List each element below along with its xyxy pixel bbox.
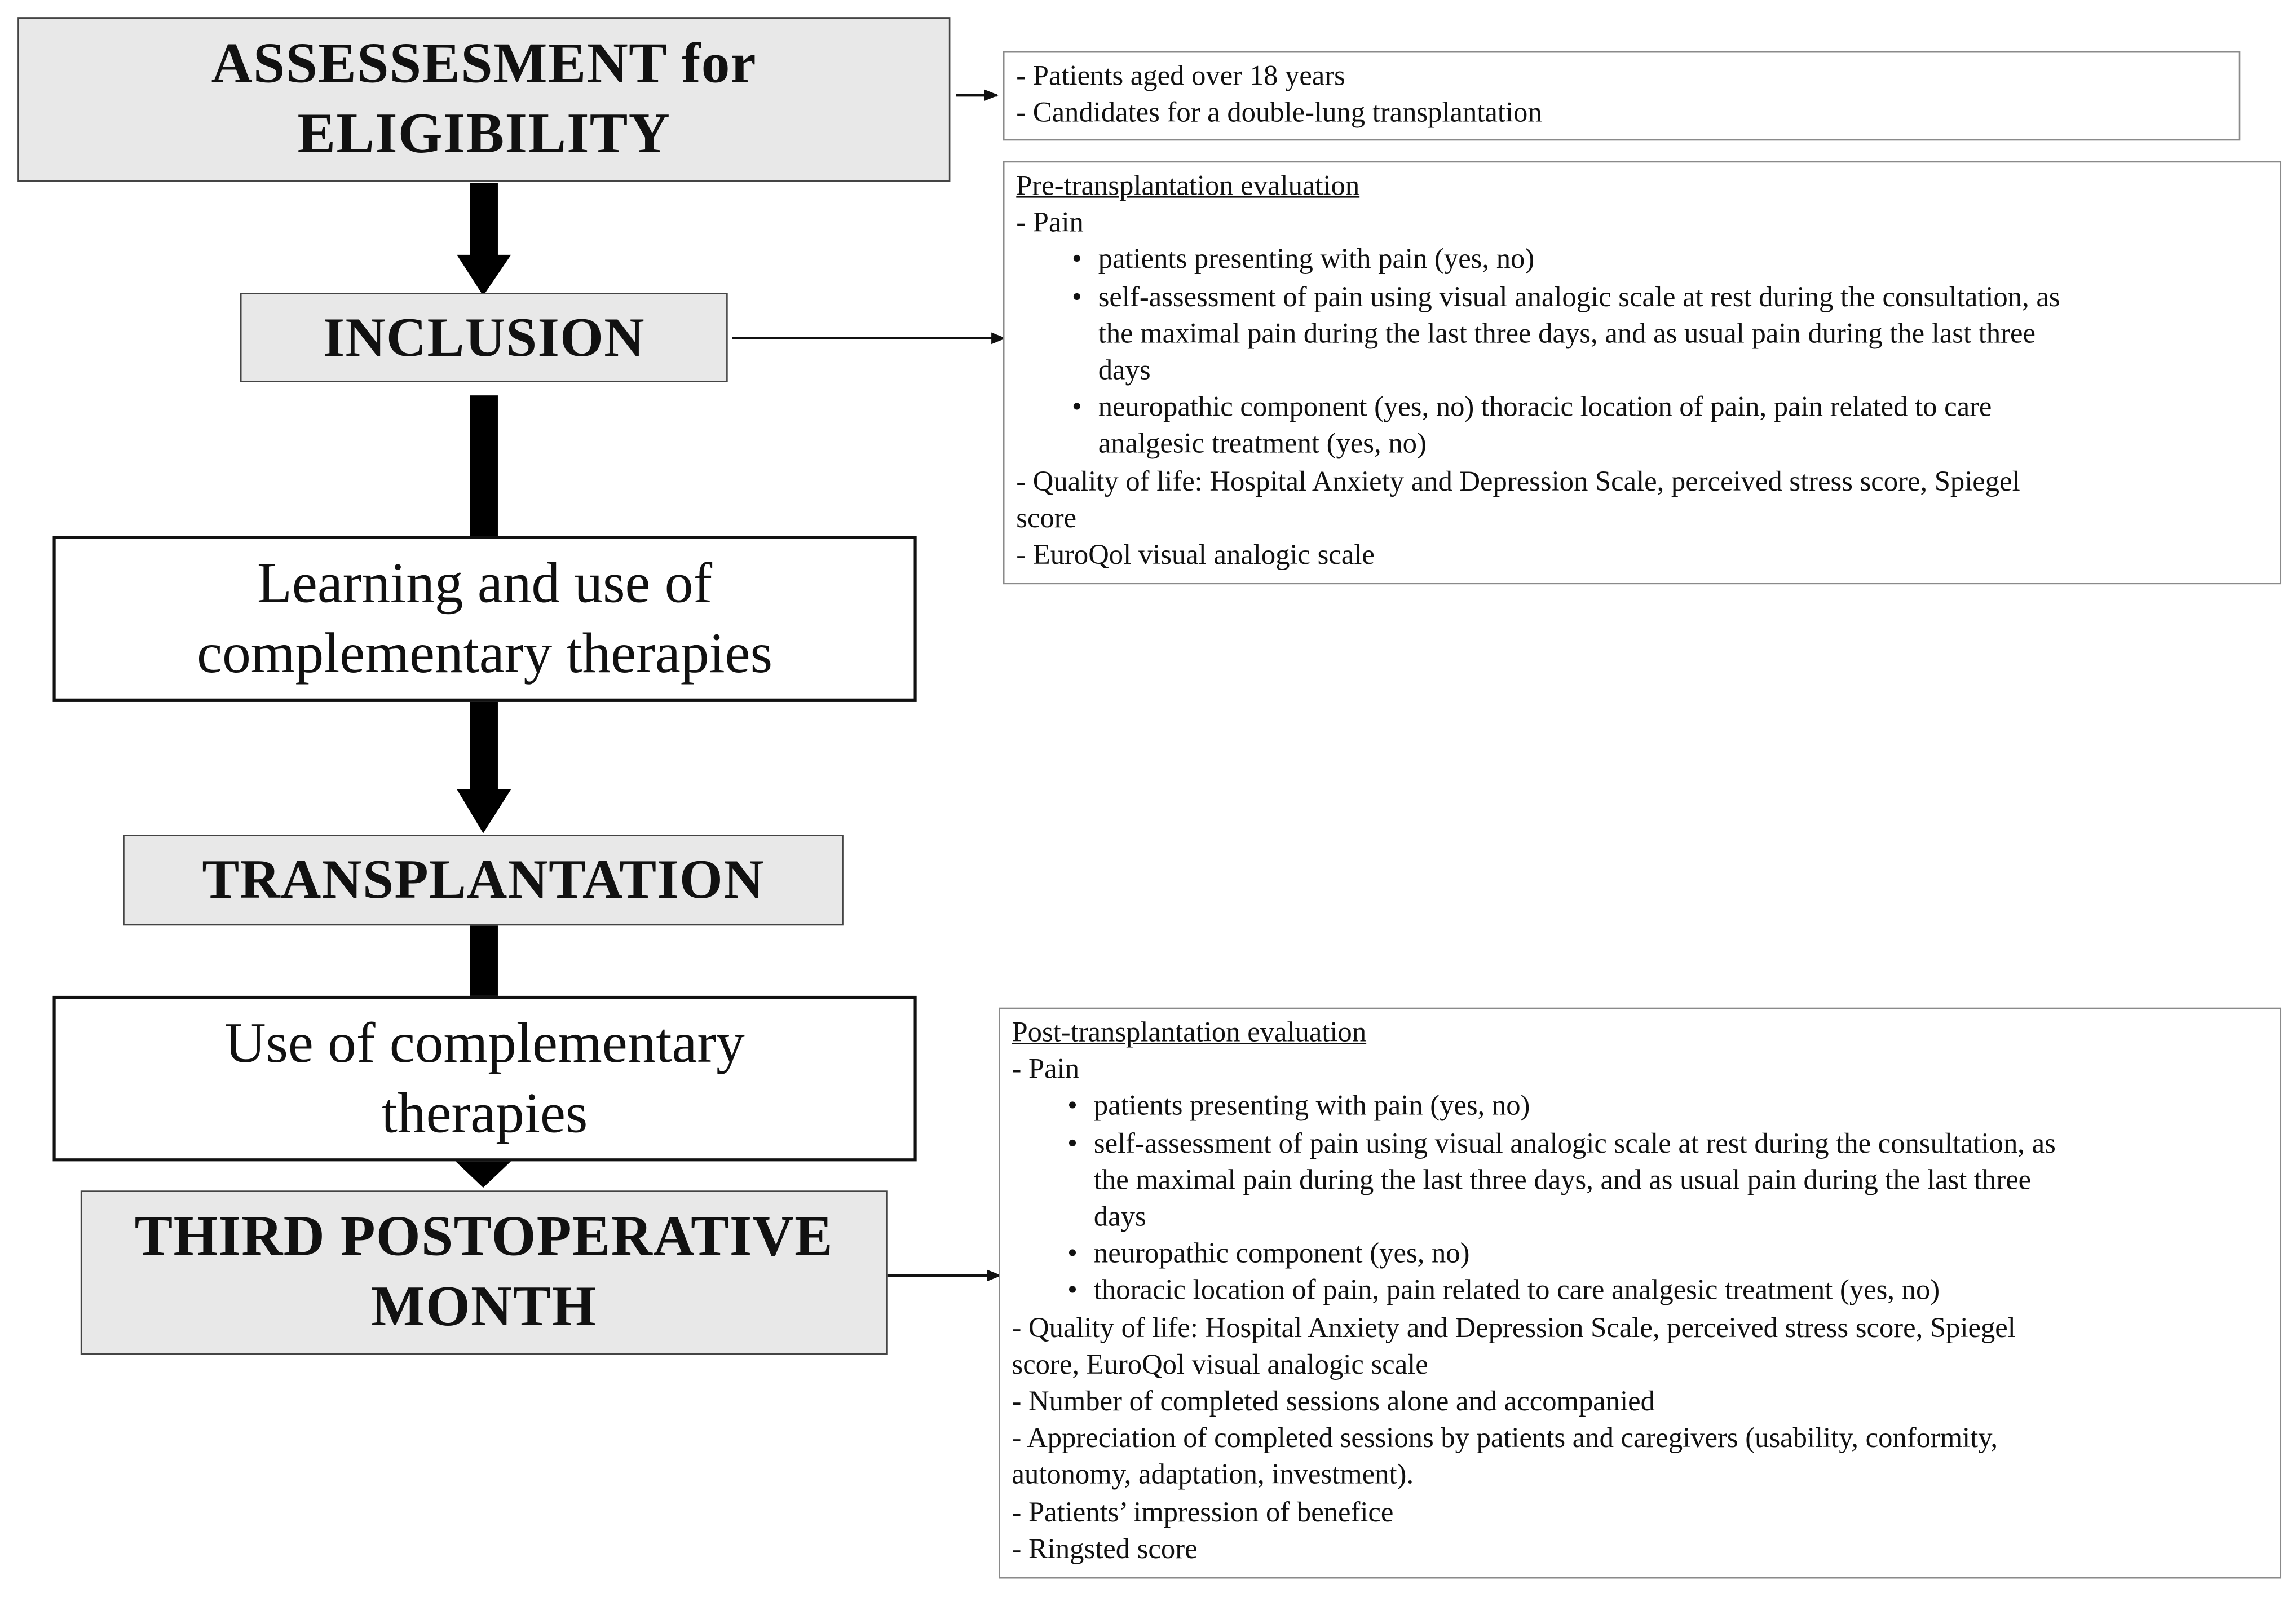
post-evaluation-panel [999, 1008, 2281, 1579]
pre-quality-line-1: - Quality of life: Hospital Anxiety and Depression Scale, perceived stress score, Spiegel [1016, 466, 2020, 497]
assessment-box [17, 17, 950, 182]
list-item: • patients presenting with pain (yes, no) [1072, 242, 2268, 279]
inclusion-label: INCLUSION [323, 307, 645, 369]
flow-arrow-head-3 [457, 789, 511, 833]
transplantation-box [123, 835, 844, 925]
pre-evaluation-panel [1003, 161, 2281, 585]
third-line-2: MONTH [371, 1275, 597, 1339]
learning-line-1: Learning and use of [257, 551, 713, 615]
list-item: • neuropathic component (yes, no) thoracic location of pain, pain related to care analgesic treatment (yes, no) [1072, 390, 2268, 464]
list-item: • self-assessment of pain using visual analogic scale at rest during the consultation, as the maximal pain during the last three days, and as usual pain during the last three days [1067, 1126, 2268, 1236]
flow-arrow-head-5 [454, 1160, 513, 1188]
learning-line-2: complementary therapies [197, 621, 773, 685]
post-sessions-line: - Number of completed sessions alone and accompanied [1012, 1387, 1655, 1418]
third-month-box [81, 1190, 888, 1355]
flow-connector-4 [470, 925, 498, 997]
list-item: • neuropathic component (yes, no) [1067, 1236, 2268, 1273]
assessment-line-2: ELIGIBILITY [297, 102, 671, 166]
flow-arrow-shaft-3 [470, 700, 498, 791]
eligibility-line-1: - Patients aged over 18 years [1016, 61, 1345, 92]
list-item: • self-assessment of pain using visual analogic scale at rest during the consultation, as the maximal pain during the last three days, and as usual pain during the last three days [1072, 279, 2268, 390]
post-ringsted-line: - Ringsted score [1012, 1534, 1198, 1565]
post-quality-line-1: - Quality of life: Hospital Anxiety and Depression Scale, perceived stress score, Spiegel [1012, 1313, 2016, 1344]
post-pain-list [1012, 1089, 2268, 1311]
list-item: • thoracic location of pain, pain related to care analgesic treatment (yes, no) [1067, 1273, 2268, 1310]
flow-arrow-head-1 [457, 255, 511, 296]
pre-pain-heading: - Pain [1016, 208, 1084, 239]
use-line-1: Use of complementary [224, 1011, 745, 1074]
third-line-1: THIRD POSTOPERATIVE [134, 1205, 833, 1268]
eligibility-panel [1003, 51, 2240, 140]
use-box [52, 996, 916, 1161]
pre-quality-line-2: score [1016, 503, 1077, 535]
post-appreciation-line-1: - Appreciation of completed sessions by patients and caregivers (usability, conformity, [1012, 1423, 1998, 1455]
post-title: Post-transplantation evaluation [1012, 1017, 1367, 1049]
post-pain-heading: - Pain [1012, 1055, 1080, 1086]
flow-arrow-shaft-1 [470, 183, 498, 257]
eligibility-line-2: - Candidates for a double-lung transplantation [1016, 98, 1542, 130]
assessment-line-1: ASSESSESMENT for [211, 32, 757, 95]
list-item: • patients presenting with pain (yes, no) [1067, 1089, 2268, 1126]
transplantation-label: TRANSPLANTATION [202, 849, 765, 911]
use-line-2: therapies [381, 1081, 588, 1145]
flow-connector-2 [470, 395, 498, 537]
pre-title: Pre-transplantation evaluation [1016, 171, 1360, 202]
post-appreciation-line-2: autonomy, adaptation, investment). [1012, 1461, 1414, 1492]
post-quality-line-2: score, EuroQol visual analogic scale [1012, 1349, 1428, 1381]
post-impression-line: - Patients’ impression of benefice [1012, 1497, 1394, 1529]
pre-euroqol-line: - EuroQol visual analogic scale [1016, 540, 1375, 571]
pre-pain-list [1016, 242, 2268, 464]
inclusion-box [240, 293, 728, 382]
learning-box [52, 536, 916, 701]
